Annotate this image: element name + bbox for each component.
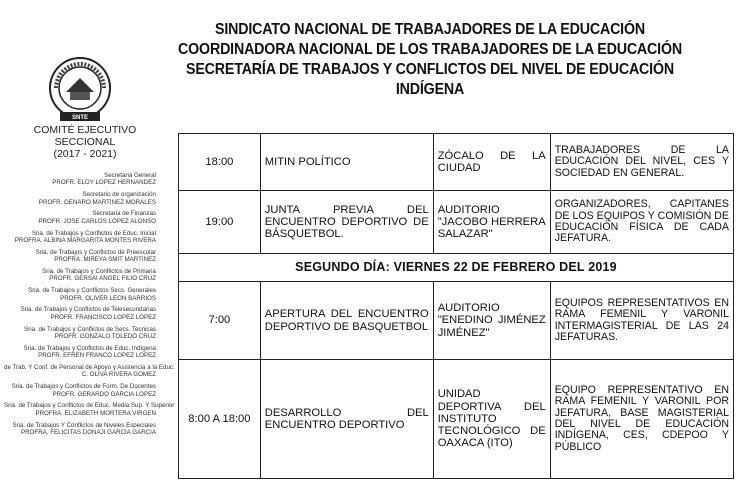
svg-text:SNTE: SNTE: [71, 115, 89, 121]
member-role: Secretaria General: [104, 172, 156, 179]
member-name: PROFRA. ELIZABETH MORTERA VIRGEN: [35, 409, 156, 417]
member-entry: [4, 364, 175, 379]
member-entry: [4, 383, 156, 398]
member-role: Sria. de Trabajos y Conflictos de Secs. Tecnicas: [24, 325, 156, 333]
activity-cell: DESARROLLO DEL ENCUENTRO DEPORTIVO: [260, 360, 433, 479]
member-name: PROFR. OLIVER LEON BARRIOS: [60, 294, 156, 302]
member-name: PROFRA. ALBINA MARGARITA MONTES RIVERA: [14, 237, 156, 245]
member-role: Sria. de Trabajos y Conflictos de Educ. Media Sup. Y Superior: [4, 402, 175, 410]
header-line-1: SINDICATO NACIONAL DE TRABAJADORES DE LA EDUCACIÓN: [215, 21, 645, 38]
member-entry: [4, 172, 156, 187]
committee-line-2: SECCIONAL: [54, 136, 116, 148]
participants-cell: ORGANIZADORES, CAPITANES DE LOS EQUIPOS Y COMISIÓN DE EDUCACIÓN FÍSICA DE CADA JEFATURA.: [550, 191, 733, 254]
committee-title: [10, 124, 160, 160]
member-role: Secretaria de Finanzas: [92, 210, 156, 218]
place-cell: ZÓCALO DE LA CIUDAD: [433, 134, 550, 191]
event-schedule-table: [178, 133, 734, 479]
member-role: Sria. de Trabajos Y Conflictos de Niveles Especiales: [12, 421, 156, 429]
member-role: Sria. de Trabajos y Conflictos de Primaria: [42, 268, 156, 276]
activity-cell: JUNTA PREVIA DEL ENCUENTRO DEPORTIVO DE BÁSQUETBOL.: [260, 191, 433, 254]
member-name: PROFR. JOSE CARLOS LOPEZ ALONSO: [38, 217, 156, 225]
member-entry: [4, 230, 156, 245]
member-role: Sria. de Trabajos y Conflictos de Telesecundarias: [20, 306, 156, 314]
member-name: C. OLIVA RIVERA GOMEZ: [81, 371, 156, 379]
place-cell: AUDITORIO "JACOBO HERRERA SALAZAR": [433, 191, 550, 254]
member-name: PROFR. GONZALO TOLEDO CRUZ: [54, 333, 156, 341]
member-name: PROFR. EFREN FRANCO LOPEZ LOPEZ: [38, 352, 156, 360]
participants-cell: EQUIPO REPRESENTATIVO EN RAMA FEMENIL Y VARONIL POR JEFATURA, BASE MAGISTERIAL DEL NIVEL DE EDUCACIÓN INDÍGENA, CES, CDEPOO Y PÚBLICO: [550, 360, 733, 479]
document-header: [150, 20, 710, 100]
member-name: PROFR. GERARDO GARCIA LOPEZ: [52, 390, 156, 398]
member-entry: [4, 268, 156, 283]
member-entry: [4, 306, 156, 321]
header-line-2: COORDINADORA NACIONAL DE LOS TRABAJADORES DE LA EDUCACIÓN: [178, 41, 682, 58]
place-cell: AUDITORIO "ENEDINO JIMÉNEZ JIMÉNEZ": [433, 282, 550, 360]
time-cell: 7:00: [179, 282, 261, 360]
member-entry: [4, 402, 175, 417]
table-row: [179, 360, 734, 479]
header-line-3: SECRETARÍA DE TRABAJOS Y CONFLICTOS DEL NIVEL DE EDUCACIÓN INDÍGENA: [186, 61, 674, 98]
member-role: Sria. de Trabajos y Conflictos de Form. De Docentes: [11, 383, 156, 391]
day-heading: SEGUNDO DÍA: VIERNES 22 DE FEBRERO DEL 2019: [179, 254, 734, 282]
time-cell: 8:00 A 18:00: [179, 360, 261, 479]
member-name: PROFRA. FELICITAS DONAJI GARCIA GARCIA: [21, 429, 156, 437]
member-role: Sria. de Trabajos y Conflictos de Educ. Indígena: [23, 344, 156, 352]
member-role: Sria. de Trabajos y Conflictos de Educ. Inicial: [31, 229, 156, 237]
member-entry: [4, 249, 156, 264]
activity-cell: APERTURA DEL ENCUENTRO DEPORTIVO DE BASQUETBOL: [260, 282, 433, 360]
member-role: Sria. de Trabajos y Conflictos de Preescolar: [35, 248, 156, 256]
member-role: Sria. de Trabajos y Conflictos Secs. Generales: [28, 287, 156, 295]
member-entry: [4, 191, 156, 206]
member-name: PROFR. FRANCISCO LOPEZ LOPEZ: [50, 313, 156, 321]
member-role: Secretario de organización: [82, 191, 156, 199]
table-row: [179, 191, 734, 254]
member-entry: [4, 287, 156, 302]
member-entry: [4, 210, 156, 225]
participants-cell: EQUIPOS REPRESENTATIVOS EN RAMA FEMENIL Y VARONIL INTERMAGISTERIAL DE LAS 24 JEFATURAS.: [550, 282, 733, 360]
committee-line-1: COMITÉ EJECUTIVO: [33, 124, 137, 136]
day-heading-row: [179, 254, 734, 282]
member-name: PROFRA. MIREYA SMIT MARTINEZ: [54, 256, 156, 264]
member-entry: [4, 326, 156, 341]
member-name: PROFR. GERSAI ANGEL FILIO CRUZ: [49, 275, 156, 283]
member-entry: [4, 345, 156, 360]
time-cell: 18:00: [179, 134, 261, 191]
table-row: [179, 282, 734, 360]
member-name: PROFR. ELOY LOPEZ HERNANDEZ: [52, 179, 156, 187]
table-row: [179, 134, 734, 191]
member-entry: [4, 422, 156, 437]
place-cell: UNIDAD DEPORTIVA DEL INSTITUTO TECNOLÓGICO DE OAXACA (ITO): [433, 360, 550, 479]
member-name: PROFR. GENARO MARTINEZ MORALES: [38, 198, 156, 206]
time-cell: 19:00: [179, 191, 261, 254]
participants-cell: TRABAJADORES DE LA EDUCACIÓN DEL NIVEL, CES Y SOCIEDAD EN GENERAL.: [550, 134, 733, 191]
activity-cell: MITIN POLÍTICO: [260, 134, 433, 191]
member-role: de Trab. Y Conf. de Personal de Apoyo y Asistencia a la Educ.: [4, 364, 175, 372]
union-logo-seal: [46, 56, 114, 124]
committee-line-3: (2017 - 2021): [53, 148, 117, 160]
committee-member-list: [4, 172, 175, 441]
